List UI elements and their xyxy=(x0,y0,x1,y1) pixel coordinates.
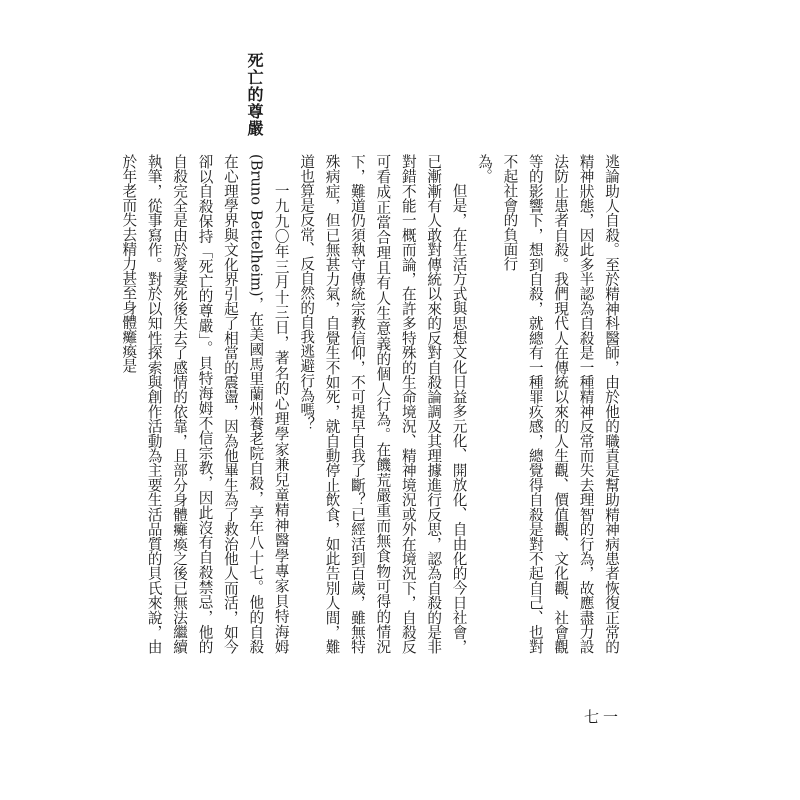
paragraph-continuation: 為。 xyxy=(475,154,493,184)
body-text xyxy=(120,154,624,654)
paragraph-lead: 逃論助人自殺。至於精神科醫師，由於他的職責是幫助精神病患者恢復正常的精神狀態，因此多半認為自殺是一種精神反常而失去理智的行為，故應盡力設法防止患者自殺。我們現代人在傳統以來的人生觀、價值觀、文化觀、社會觀等的影響下，想到自殺，就總有一種罪疚感，總覺得自殺是對不起自己、也對不起社會的負面行 xyxy=(501,154,620,654)
paragraph-bettelheim: 一九九〇年三月十三日，著名的心理學家兼兒童精神醫學專家貝特海姆(Bruno Bettelheim)，在美國馬里蘭州養老院自殺，享年八十七。他的自殺在心理學界與文化界引起了相當的震盪，因為他畢生為了救治他人而活，如今卻以自殺保持「死亡的尊嚴」。貝特海姆不信宗教，因此沒有自殺禁忌，他的自殺完全是由於愛妻死後失去了感情的依靠，且部分身體癱瘓之後已無法繼續執筆，從事寫作。對於以知性探索與創作活動為主要生活品質的貝氏來說，由於年老而失去精力甚至身體癱瘓是 xyxy=(120,154,290,654)
page-number: 七一 xyxy=(583,708,622,726)
paragraph-but: 但是，在生活方式與思想文化日益多元化、開放化、自由化的今日社會，已漸漸有人敢對傳統以來的反對自殺論調及其理據進行反思，認為自殺的是非對錯不能一概而論，在許多特殊的生命境況、精神境況或外在境況下，自殺反可看成正當合理且有人生意義的個人行為。在饑荒嚴重而無食物可得的情況下，難道仍須執守傳統宗教信仰，不可提早自我了斷？已經活到百歲，雖無特殊病症，但已無甚力氣，自覺生不如死，就自動停止飲食，如此告別人間，難道也算是反常、反自然的自我逃避行為嗎？ xyxy=(298,154,468,654)
running-head: 死亡的尊嚴 xyxy=(245,52,264,137)
